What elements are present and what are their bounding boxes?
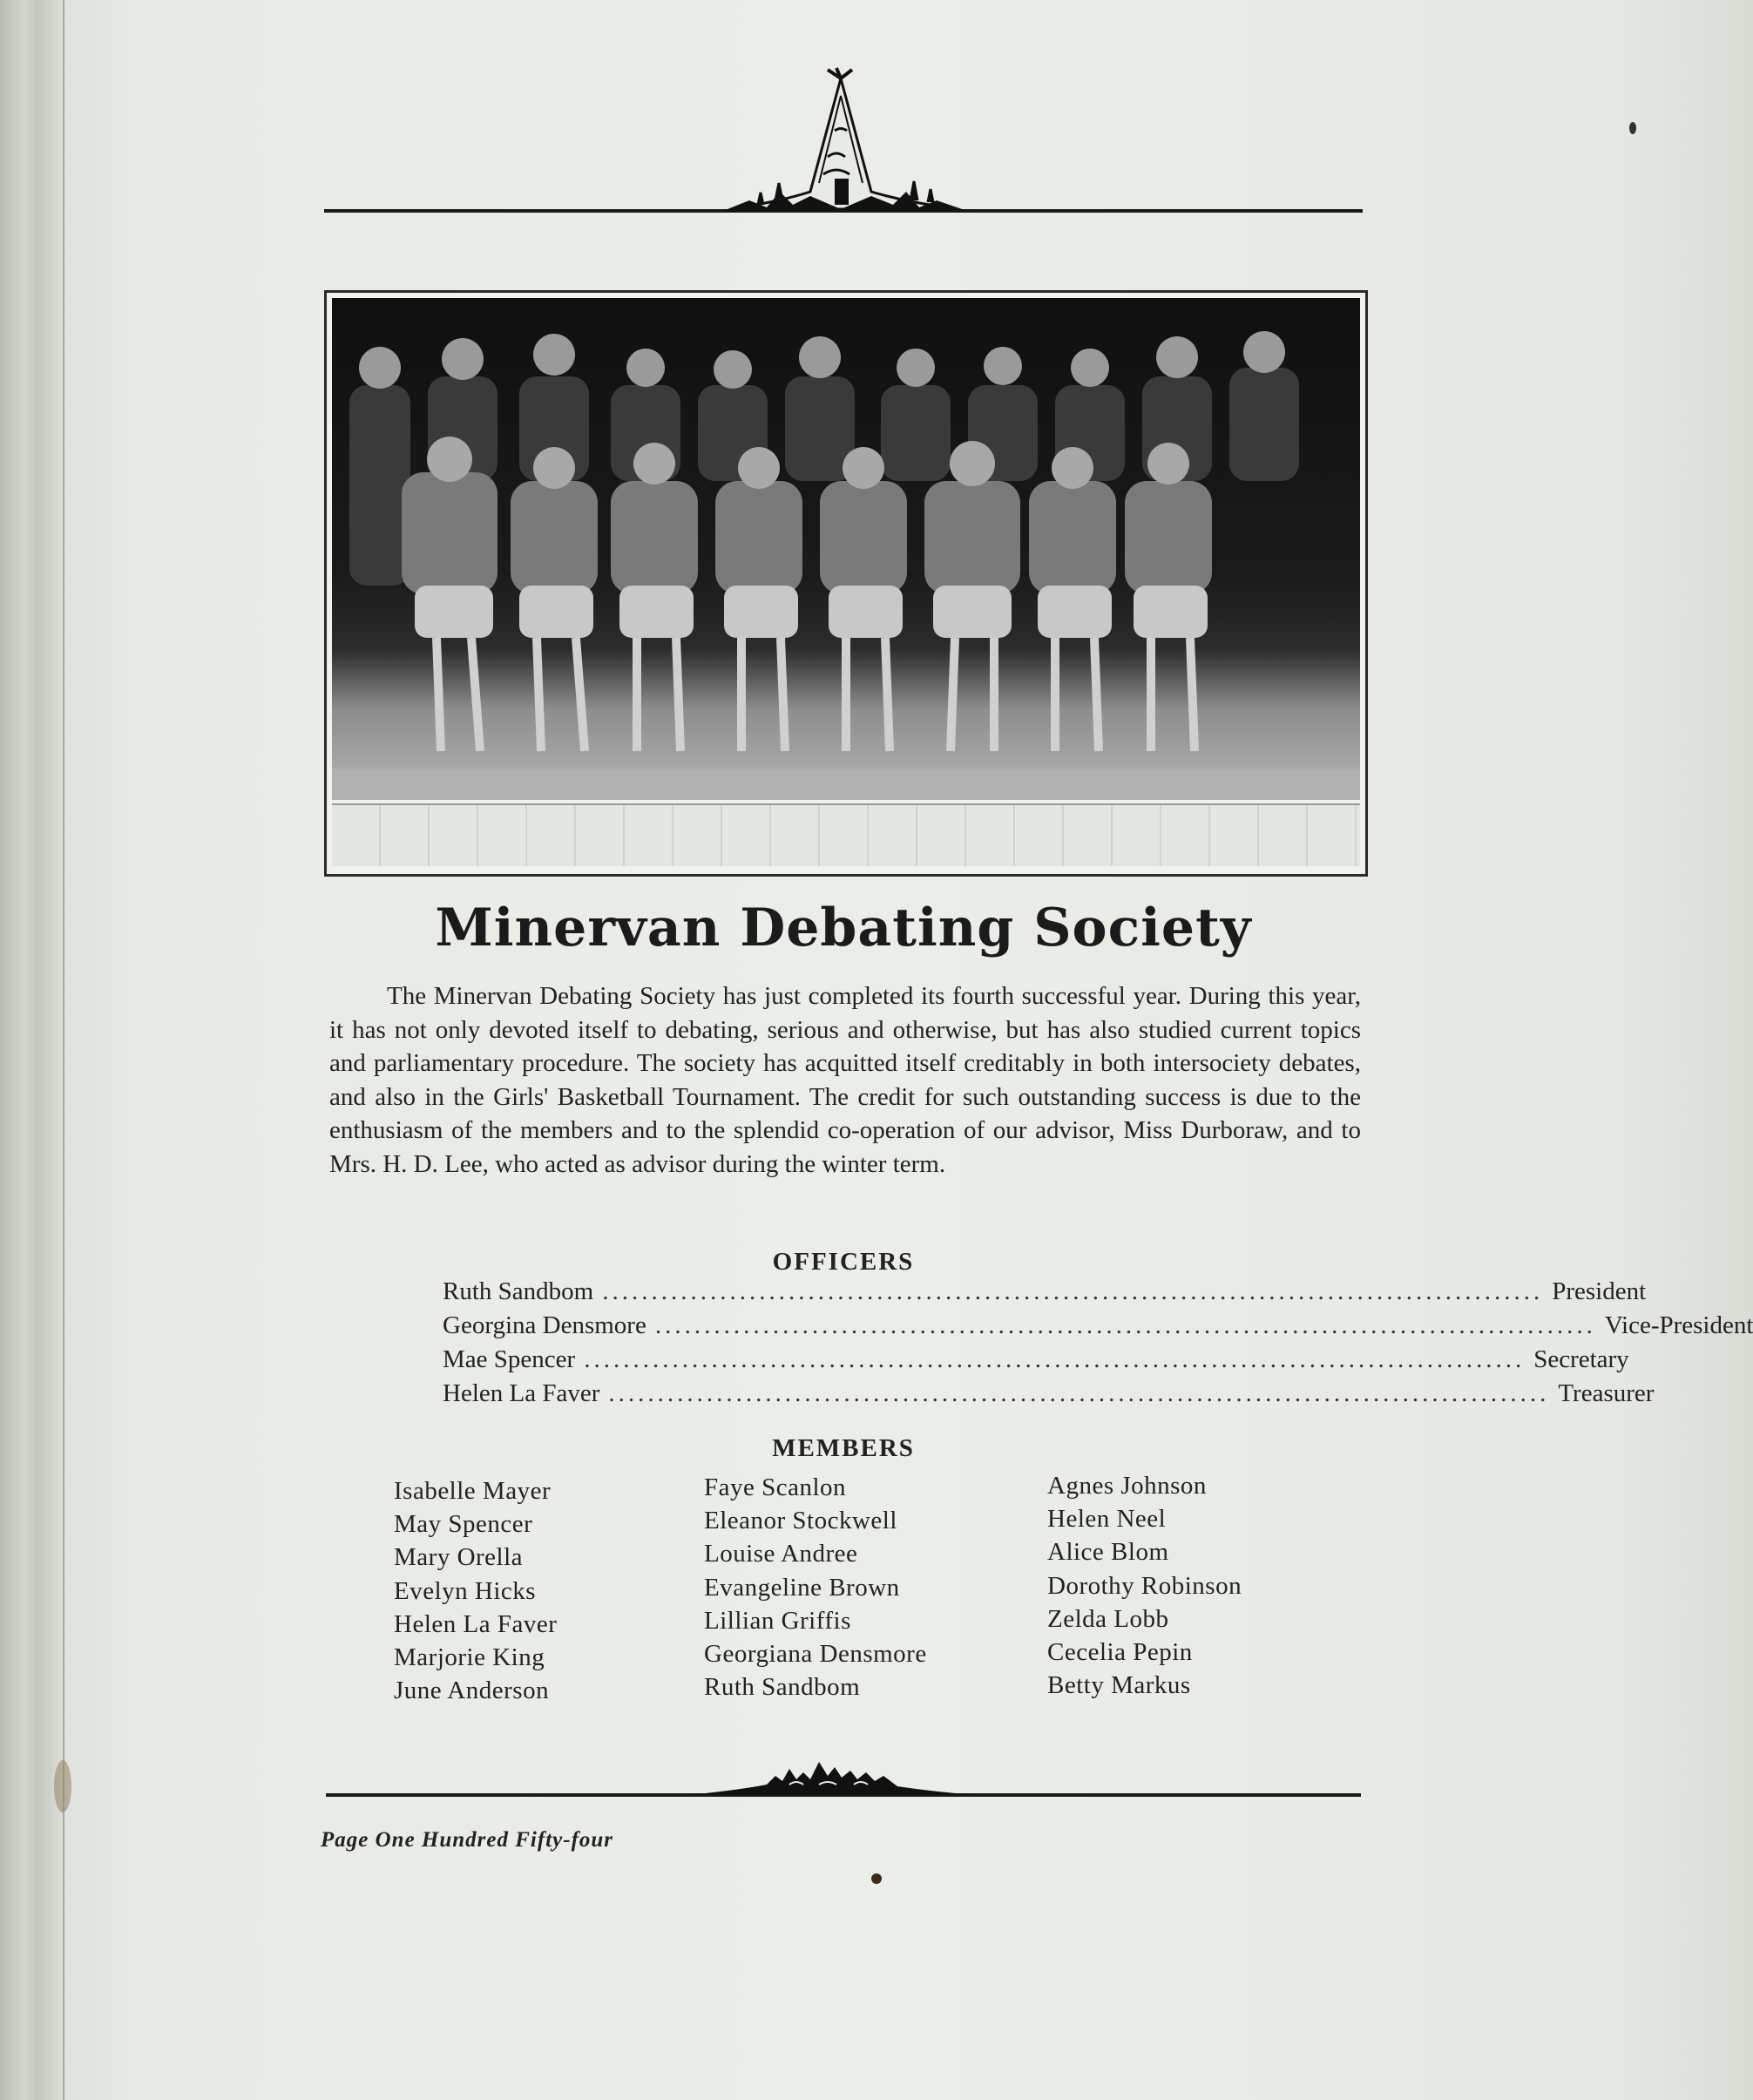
- member-name: Marjorie King: [394, 1643, 545, 1672]
- group-photo-frame: [324, 290, 1368, 877]
- member-name: Isabelle Mayer: [394, 1477, 552, 1505]
- member-name: Cecelia Pepin: [1047, 1638, 1193, 1667]
- paper-stain: [54, 1760, 71, 1812]
- members-column-3: [1047, 1469, 1242, 1702]
- member-name: Helen La Faver: [394, 1609, 558, 1638]
- photo-caption-strip: [332, 803, 1360, 866]
- page-title: Minervan Debating Society: [435, 898, 1252, 959]
- tepee-ornament-icon: [697, 70, 993, 218]
- officer-name: Georgina Densmore: [443, 1311, 646, 1339]
- member-name: June Anderson: [394, 1677, 550, 1705]
- member-name: Georgiana Densmore: [704, 1640, 927, 1669]
- leader-dots: ................................................................................................: [584, 1345, 1526, 1373]
- member-name: Alice Blom: [1047, 1538, 1169, 1567]
- member-name: Evelyn Hicks: [394, 1576, 537, 1605]
- member-name: Evangeline Brown: [704, 1573, 900, 1602]
- officer-role: President: [1552, 1277, 1647, 1305]
- member-name: Ruth Sandbom: [704, 1673, 861, 1702]
- paper-stain: [871, 1873, 882, 1884]
- officer-role: Treasurer: [1558, 1379, 1655, 1407]
- officers-list: [443, 1277, 1753, 1413]
- officer-role: Secretary: [1533, 1345, 1629, 1373]
- member-name: Zelda Lobb: [1047, 1604, 1169, 1633]
- member-name: May Spencer: [394, 1510, 533, 1539]
- leader-dots: ................................................................................................: [654, 1311, 1596, 1339]
- officer-row: [443, 1379, 1655, 1413]
- officers-heading: OFFICERS: [772, 1248, 915, 1276]
- member-name: Dorothy Robinson: [1047, 1571, 1242, 1600]
- member-name: Lillian Griffis: [704, 1606, 851, 1635]
- group-photo-figures: [332, 298, 1360, 800]
- leader-dots: ................................................................................................: [608, 1379, 1550, 1407]
- member-name: Louise Andree: [704, 1540, 858, 1568]
- officer-name: Helen La Faver: [443, 1379, 600, 1407]
- officer-row: [443, 1311, 1753, 1345]
- paper-stain: [1629, 122, 1636, 134]
- members-heading: MEMBERS: [772, 1434, 915, 1462]
- member-name: Helen Neel: [1047, 1505, 1167, 1534]
- members-column-2: [704, 1471, 927, 1704]
- leader-dots: ................................................................................................: [602, 1277, 1544, 1305]
- officer-name: Mae Spencer: [443, 1345, 576, 1373]
- member-name: Agnes Johnson: [1047, 1472, 1207, 1500]
- officer-name: Ruth Sandbom: [443, 1277, 594, 1305]
- officer-role: Vice-President: [1604, 1311, 1753, 1339]
- treeline-ornament-icon: [688, 1750, 976, 1802]
- officer-row: [443, 1277, 1647, 1311]
- officer-row: [443, 1345, 1629, 1379]
- society-description: The Minervan Debating Society has just completed its fourth successful year. During this year, it has not only devoted itself to debating, serious and otherwise, but has also studied current topics and parliamentary procedure. The society has acquitted itself creditably in both intersociety debates, and also in the Girls' Basketball Tournament. The credit for such outstanding success is due to the enthusiasm of the members and to the splendid co-operation of our advisor, Miss Durboraw, and to Mrs. H. D. Lee, who acted as advisor during the winter term.: [329, 982, 1361, 1178]
- page-number-label: Page One Hundred Fifty-four: [321, 1828, 614, 1852]
- group-photo: [332, 298, 1360, 800]
- member-name: Eleanor Stockwell: [704, 1507, 897, 1535]
- member-name: Mary Orella: [394, 1543, 524, 1572]
- members-column-1: [394, 1474, 557, 1707]
- member-name: Faye Scanlon: [704, 1473, 847, 1501]
- member-name: Betty Markus: [1047, 1671, 1191, 1700]
